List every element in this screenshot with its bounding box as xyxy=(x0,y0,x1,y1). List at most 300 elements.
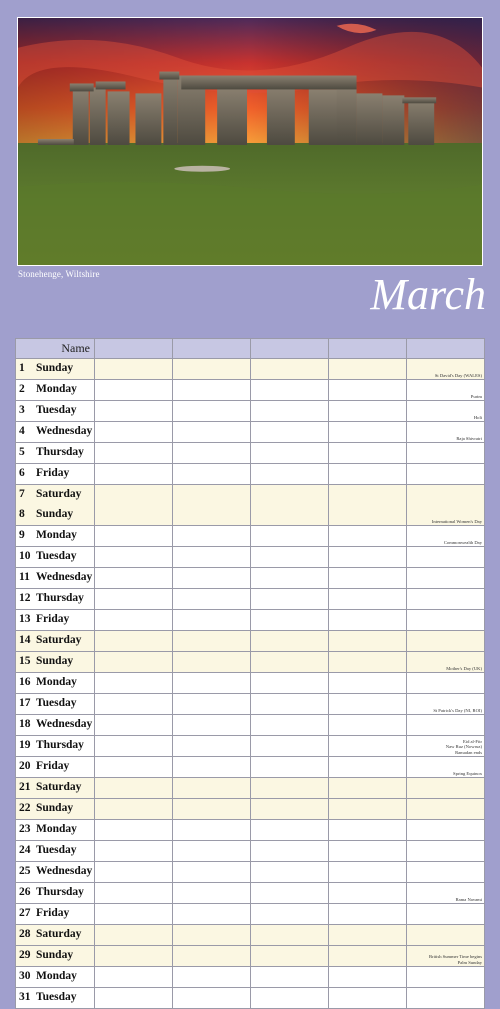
person-4-entry-cell[interactable] xyxy=(329,673,407,694)
person-2-entry-cell[interactable] xyxy=(173,757,251,778)
stonehenge-photo xyxy=(17,17,483,266)
person-2-entry-cell[interactable] xyxy=(173,380,251,401)
day-label-cell xyxy=(16,841,95,862)
person-2-entry-cell[interactable] xyxy=(173,967,251,988)
person-3-entry-cell[interactable] xyxy=(251,904,329,925)
holiday-note: Rama Navami xyxy=(407,883,485,904)
person-4-entry-cell[interactable] xyxy=(329,526,407,547)
day-label-cell xyxy=(16,820,95,841)
day-number: 24 xyxy=(19,844,31,857)
person-4-entry-cell[interactable] xyxy=(329,883,407,904)
weekday-name: Monday xyxy=(36,383,77,396)
day-label xyxy=(16,422,94,442)
person-1-entry-cell[interactable] xyxy=(95,925,173,946)
day-row xyxy=(16,694,485,715)
day-label-cell xyxy=(16,464,95,485)
person-3-entry-cell[interactable] xyxy=(251,359,329,380)
person-2-entry-cell[interactable] xyxy=(173,883,251,904)
person-2-entry-cell[interactable] xyxy=(173,359,251,380)
day-label xyxy=(16,778,94,798)
day-row xyxy=(16,778,485,799)
weekday-name: Saturday xyxy=(36,781,82,794)
person-2-entry-cell[interactable] xyxy=(173,589,251,610)
day-label xyxy=(16,652,94,672)
person-1-entry-cell[interactable] xyxy=(95,694,173,715)
person-1-entry-cell[interactable] xyxy=(95,380,173,401)
person-4-entry-cell[interactable] xyxy=(329,589,407,610)
person-1-entry-cell[interactable] xyxy=(95,757,173,778)
person-3-entry-cell[interactable] xyxy=(251,422,329,443)
day-label-cell xyxy=(16,652,95,673)
weekday-name: Thursday xyxy=(36,592,84,605)
weekday-name: Friday xyxy=(36,760,70,773)
holiday-note xyxy=(407,443,485,464)
person-3-entry-cell[interactable] xyxy=(251,401,329,422)
holiday-note xyxy=(407,904,485,925)
holiday-note: St David's Day (WALES) xyxy=(407,359,485,380)
day-label xyxy=(16,862,94,882)
day-label xyxy=(16,799,94,819)
weekday-name: Monday xyxy=(36,529,77,542)
person-1-entry-cell[interactable] xyxy=(95,820,173,841)
person-2-entry-cell[interactable] xyxy=(173,820,251,841)
holiday-note xyxy=(407,841,485,862)
day-number: 4 xyxy=(19,425,25,438)
holiday-note: St Patrick's Day (NI, ROI) xyxy=(407,694,485,715)
person-4-entry-cell[interactable] xyxy=(329,841,407,862)
person-3-entry-cell[interactable] xyxy=(251,652,329,673)
weekday-name: Thursday xyxy=(36,886,84,899)
day-row xyxy=(16,589,485,610)
person-1-entry-cell[interactable] xyxy=(95,736,173,757)
person-2-entry-cell[interactable] xyxy=(173,610,251,631)
person-4-entry-cell[interactable] xyxy=(329,967,407,988)
holiday-note: Spring Equinox xyxy=(407,757,485,778)
person-4-entry-cell[interactable] xyxy=(329,946,407,967)
person-2-entry-cell[interactable] xyxy=(173,422,251,443)
person-2-entry-cell[interactable] xyxy=(173,904,251,925)
weekday-name: Sunday xyxy=(36,949,74,962)
day-row xyxy=(16,652,485,673)
day-label-cell xyxy=(16,778,95,799)
day-row xyxy=(16,380,485,401)
person-column-4-header[interactable] xyxy=(329,339,407,359)
weekday-name: Monday xyxy=(36,676,77,689)
planner-header-row xyxy=(16,339,485,359)
person-2-entry-cell[interactable] xyxy=(173,862,251,883)
person-3-entry-cell[interactable] xyxy=(251,485,329,526)
weekday-name: Saturday xyxy=(36,488,82,500)
day-label-cell xyxy=(16,526,95,547)
person-4-entry-cell[interactable] xyxy=(329,862,407,883)
day-number: 15 xyxy=(19,655,31,668)
planner-body xyxy=(16,359,485,1009)
person-3-entry-cell[interactable] xyxy=(251,464,329,485)
person-4-entry-cell[interactable] xyxy=(329,694,407,715)
weekday-name: Friday xyxy=(36,613,70,626)
day-number: 7 xyxy=(19,488,25,500)
person-column-2-header[interactable] xyxy=(173,339,251,359)
person-2-entry-cell[interactable] xyxy=(173,631,251,652)
person-2-entry-cell[interactable] xyxy=(173,841,251,862)
person-3-entry-cell[interactable] xyxy=(251,715,329,736)
person-2-entry-cell[interactable] xyxy=(173,673,251,694)
day-label xyxy=(16,485,94,505)
day-label xyxy=(16,988,94,1008)
person-2-entry-cell[interactable] xyxy=(173,946,251,967)
person-3-entry-cell[interactable] xyxy=(251,883,329,904)
day-label xyxy=(16,967,94,987)
day-number: 5 xyxy=(19,446,25,459)
day-label-cell xyxy=(16,904,95,925)
person-1-entry-cell[interactable] xyxy=(95,652,173,673)
day-label-cell xyxy=(16,799,95,820)
person-2-entry-cell[interactable] xyxy=(173,988,251,1009)
day-number: 16 xyxy=(19,676,31,689)
day-row xyxy=(16,841,485,862)
person-1-entry-cell[interactable] xyxy=(95,464,173,485)
weekday-name: Sunday xyxy=(36,362,74,375)
day-label xyxy=(16,589,94,609)
day-row xyxy=(16,946,485,967)
person-1-entry-cell[interactable] xyxy=(95,589,173,610)
day-label xyxy=(16,715,94,735)
person-4-entry-cell[interactable] xyxy=(329,925,407,946)
day-label xyxy=(16,631,94,651)
day-label-cell xyxy=(16,967,95,988)
person-1-entry-cell[interactable] xyxy=(95,422,173,443)
day-number: 20 xyxy=(19,760,31,773)
day-row xyxy=(16,925,485,946)
weekday-name: Friday xyxy=(36,907,70,920)
person-2-entry-cell[interactable] xyxy=(173,799,251,820)
person-2-entry-cell[interactable] xyxy=(173,547,251,568)
day-label-cell xyxy=(16,380,95,401)
day-row xyxy=(16,464,485,485)
day-row xyxy=(16,485,485,526)
day-number: 28 xyxy=(19,928,31,941)
day-label-cell xyxy=(16,946,95,967)
person-3-entry-cell[interactable] xyxy=(251,799,329,820)
person-2-entry-cell[interactable] xyxy=(173,401,251,422)
weekday-name: Saturday xyxy=(36,928,82,941)
day-number: 30 xyxy=(19,970,31,983)
day-row xyxy=(16,443,485,464)
day-label xyxy=(16,610,94,630)
day-number: 8 xyxy=(19,507,25,520)
weekday-name: Wednesday xyxy=(36,571,93,584)
day-label-cell xyxy=(16,610,95,631)
person-3-entry-cell[interactable] xyxy=(251,610,329,631)
day-row xyxy=(16,673,485,694)
person-3-entry-cell[interactable] xyxy=(251,443,329,464)
day-label xyxy=(16,904,94,924)
weekday-name: Wednesday xyxy=(36,865,93,878)
day-row xyxy=(16,401,485,422)
person-2-entry-cell[interactable] xyxy=(173,464,251,485)
person-3-entry-cell[interactable] xyxy=(251,988,329,1009)
day-row xyxy=(16,799,485,820)
weekday-name: Sunday xyxy=(36,507,74,520)
day-label xyxy=(16,694,94,714)
day-label xyxy=(16,841,94,861)
day-label xyxy=(16,526,94,546)
person-2-entry-cell[interactable] xyxy=(173,526,251,547)
person-3-entry-cell[interactable] xyxy=(251,547,329,568)
day-label xyxy=(16,380,94,400)
person-1-entry-cell[interactable] xyxy=(95,359,173,380)
person-1-entry-cell[interactable] xyxy=(95,799,173,820)
person-1-entry-cell[interactable] xyxy=(95,443,173,464)
day-label-cell xyxy=(16,883,95,904)
day-label xyxy=(16,673,94,693)
holiday-note: Raja Shivratri xyxy=(407,422,485,443)
day-number: 9 xyxy=(19,529,25,542)
day-label-cell xyxy=(16,694,95,715)
day-label-cell xyxy=(16,715,95,736)
day-number: 26 xyxy=(19,886,31,899)
day-label xyxy=(16,547,94,567)
person-4-entry-cell[interactable] xyxy=(329,568,407,589)
day-row xyxy=(16,715,485,736)
person-4-entry-cell[interactable] xyxy=(329,547,407,568)
day-number: 23 xyxy=(19,823,31,836)
day-number: 13 xyxy=(19,613,31,626)
day-label xyxy=(16,505,94,525)
day-row xyxy=(16,988,485,1009)
person-3-entry-cell[interactable] xyxy=(251,526,329,547)
person-2-entry-cell[interactable] xyxy=(173,715,251,736)
person-3-entry-cell[interactable] xyxy=(251,631,329,652)
person-3-entry-cell[interactable] xyxy=(251,946,329,967)
day-number: 3 xyxy=(19,404,25,417)
person-4-entry-cell[interactable] xyxy=(329,631,407,652)
weekday-name: Tuesday xyxy=(36,844,77,857)
holiday-note xyxy=(407,673,485,694)
day-number: 25 xyxy=(19,865,31,878)
day-label-cell xyxy=(16,589,95,610)
notes-column-header xyxy=(407,339,485,359)
person-2-entry-cell[interactable] xyxy=(173,694,251,715)
day-row xyxy=(16,526,485,547)
day-row xyxy=(16,736,485,757)
person-4-entry-cell[interactable] xyxy=(329,610,407,631)
weekday-name: Monday xyxy=(36,970,77,983)
holiday-note: Purim xyxy=(407,380,485,401)
person-4-entry-cell[interactable] xyxy=(329,715,407,736)
person-1-entry-cell[interactable] xyxy=(95,631,173,652)
weekday-name: Sunday xyxy=(36,655,74,668)
family-planner-table xyxy=(15,338,485,1009)
day-label-cell xyxy=(16,547,95,568)
holiday-note xyxy=(407,820,485,841)
person-4-entry-cell[interactable] xyxy=(329,485,407,526)
person-1-entry-cell[interactable] xyxy=(95,904,173,925)
holiday-note: British Summer Time begins Palm Sunday xyxy=(407,946,485,967)
day-label xyxy=(16,401,94,421)
person-4-entry-cell[interactable] xyxy=(329,380,407,401)
holiday-note xyxy=(407,464,485,485)
day-number: 31 xyxy=(19,991,31,1004)
person-2-entry-cell[interactable] xyxy=(173,736,251,757)
day-label-cell xyxy=(16,422,95,443)
day-number: 17 xyxy=(19,697,31,710)
holiday-note xyxy=(407,778,485,799)
day-row xyxy=(16,883,485,904)
day-row xyxy=(16,820,485,841)
weekday-name: Tuesday xyxy=(36,550,77,563)
day-label-cell xyxy=(16,401,95,422)
holiday-note: Commonwealth Day xyxy=(407,526,485,547)
stonehenge-illustration xyxy=(18,18,482,265)
weekday-name: Tuesday xyxy=(36,404,77,417)
holiday-note xyxy=(407,610,485,631)
person-1-entry-cell[interactable] xyxy=(95,401,173,422)
person-3-entry-cell[interactable] xyxy=(251,736,329,757)
weekday-name: Monday xyxy=(36,823,77,836)
person-4-entry-cell[interactable] xyxy=(329,464,407,485)
person-4-entry-cell[interactable] xyxy=(329,652,407,673)
person-4-entry-cell[interactable] xyxy=(329,443,407,464)
day-label xyxy=(16,736,94,756)
day-label-cell xyxy=(16,631,95,652)
person-1-entry-cell[interactable] xyxy=(95,610,173,631)
day-row xyxy=(16,610,485,631)
person-3-entry-cell[interactable] xyxy=(251,967,329,988)
day-number: 2 xyxy=(19,383,25,396)
day-number: 14 xyxy=(19,634,31,647)
day-row xyxy=(16,359,485,380)
day-label-cell xyxy=(16,736,95,757)
person-2-entry-cell[interactable] xyxy=(173,652,251,673)
person-4-entry-cell[interactable] xyxy=(329,778,407,799)
person-1-entry-cell[interactable] xyxy=(95,967,173,988)
day-row xyxy=(16,568,485,589)
person-column-1-header[interactable] xyxy=(95,339,173,359)
person-3-entry-cell[interactable] xyxy=(251,862,329,883)
person-2-entry-cell[interactable] xyxy=(173,568,251,589)
person-4-entry-cell[interactable] xyxy=(329,422,407,443)
person-1-entry-cell[interactable] xyxy=(95,715,173,736)
holiday-note xyxy=(407,631,485,652)
photo-caption: Stonehenge, Wiltshire xyxy=(18,269,100,279)
day-row xyxy=(16,757,485,778)
day-row xyxy=(16,967,485,988)
day-label-cell xyxy=(16,925,95,946)
day-row xyxy=(16,862,485,883)
name-column-header: Name xyxy=(16,339,95,359)
weekday-name: Sunday xyxy=(36,802,74,815)
day-label-cell xyxy=(16,568,95,589)
person-3-entry-cell[interactable] xyxy=(251,841,329,862)
person-1-entry-cell[interactable] xyxy=(95,841,173,862)
day-number: 22 xyxy=(19,802,31,815)
person-4-entry-cell[interactable] xyxy=(329,904,407,925)
person-3-entry-cell[interactable] xyxy=(251,380,329,401)
day-number: 29 xyxy=(19,949,31,962)
person-3-entry-cell[interactable] xyxy=(251,568,329,589)
person-3-entry-cell[interactable] xyxy=(251,694,329,715)
person-1-entry-cell[interactable] xyxy=(95,946,173,967)
day-label-cell xyxy=(16,359,95,380)
day-label-cell xyxy=(16,862,95,883)
holiday-note: International Women's Day xyxy=(407,485,485,526)
person-1-entry-cell[interactable] xyxy=(95,526,173,547)
person-3-entry-cell[interactable] xyxy=(251,757,329,778)
day-row xyxy=(16,422,485,443)
day-number: 19 xyxy=(19,739,31,752)
person-2-entry-cell[interactable] xyxy=(173,778,251,799)
holiday-note xyxy=(407,925,485,946)
person-1-entry-cell[interactable] xyxy=(95,862,173,883)
weekday-name: Thursday xyxy=(36,446,84,459)
person-4-entry-cell[interactable] xyxy=(329,736,407,757)
person-1-entry-cell[interactable] xyxy=(95,883,173,904)
person-column-3-header[interactable] xyxy=(251,339,329,359)
person-3-entry-cell[interactable] xyxy=(251,820,329,841)
day-number: 18 xyxy=(19,718,31,731)
day-number: 10 xyxy=(19,550,31,563)
person-4-entry-cell[interactable] xyxy=(329,401,407,422)
holiday-note xyxy=(407,988,485,1009)
holiday-note xyxy=(407,715,485,736)
holiday-note xyxy=(407,589,485,610)
day-label xyxy=(16,464,94,484)
holiday-note xyxy=(407,862,485,883)
person-1-entry-cell[interactable] xyxy=(95,568,173,589)
person-1-entry-cell[interactable] xyxy=(95,547,173,568)
person-1-entry-cell[interactable] xyxy=(95,673,173,694)
person-4-entry-cell[interactable] xyxy=(329,988,407,1009)
day-number: 6 xyxy=(19,467,25,480)
weekday-name: Tuesday xyxy=(36,991,77,1004)
person-3-entry-cell[interactable] xyxy=(251,778,329,799)
person-1-entry-cell[interactable] xyxy=(95,485,173,526)
day-label-cell xyxy=(16,443,95,464)
day-row xyxy=(16,904,485,925)
day-label xyxy=(16,820,94,840)
person-3-entry-cell[interactable] xyxy=(251,589,329,610)
day-number: 21 xyxy=(19,781,31,794)
day-number: 12 xyxy=(19,592,31,605)
day-label-cell xyxy=(16,757,95,778)
person-2-entry-cell[interactable] xyxy=(173,925,251,946)
person-1-entry-cell[interactable] xyxy=(95,988,173,1009)
person-4-entry-cell[interactable] xyxy=(329,820,407,841)
day-row xyxy=(16,547,485,568)
person-3-entry-cell[interactable] xyxy=(251,673,329,694)
weekday-name: Wednesday xyxy=(36,718,93,731)
holiday-note xyxy=(407,967,485,988)
day-row xyxy=(16,631,485,652)
person-2-entry-cell[interactable] xyxy=(173,443,251,464)
day-label-cell xyxy=(16,988,95,1009)
person-4-entry-cell[interactable] xyxy=(329,799,407,820)
person-3-entry-cell[interactable] xyxy=(251,925,329,946)
day-label xyxy=(16,946,94,966)
person-4-entry-cell[interactable] xyxy=(329,757,407,778)
day-label xyxy=(16,359,94,379)
day-label-cell xyxy=(16,485,95,526)
day-label xyxy=(16,925,94,945)
day-label xyxy=(16,757,94,777)
person-4-entry-cell[interactable] xyxy=(329,359,407,380)
person-1-entry-cell[interactable] xyxy=(95,778,173,799)
weekday-name: Wednesday xyxy=(36,425,93,438)
day-label xyxy=(16,443,94,463)
day-label xyxy=(16,883,94,903)
person-2-entry-cell[interactable] xyxy=(173,485,251,526)
